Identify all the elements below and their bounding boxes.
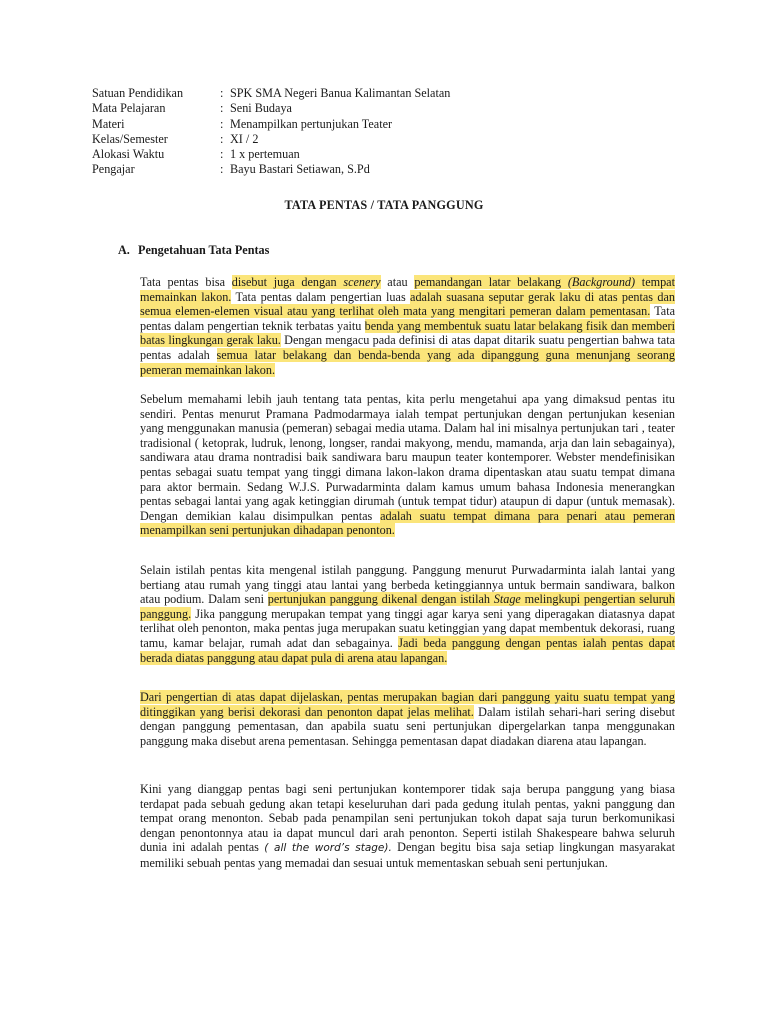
identity-separator: : xyxy=(220,101,224,116)
identity-label: Materi xyxy=(92,116,125,131)
highlighted-text: benda yang membentuk suatu latar belakang fisik dan memberi batas lingkungan gerak laku. xyxy=(140,318,675,348)
highlighted-text: adalah suasana seputar gerak laku di atas pentas dan semua elemen-elemen visual atau yang terlihat oleh mata yang mengitari pemeran dalam pementasan. xyxy=(140,289,676,319)
paragraph-4 xyxy=(140,690,675,748)
paragraph-1 xyxy=(140,275,675,377)
identity-row xyxy=(92,132,450,147)
highlighted-text: Jadi beda panggung dengan pentas ialah pentas dapat berada diatas panggung atau dapat pula di arena atau lapangan. xyxy=(140,635,675,665)
identity-separator: : xyxy=(220,162,224,177)
identity-row xyxy=(92,117,450,132)
text-span: Tata pentas dalam pengertian teknik terbatas yaitu xyxy=(140,304,676,333)
identity-separator: : xyxy=(220,147,224,162)
highlighted-text: adalah suatu tempat dimana para penari atau pemeran menampilkan seni pertunjukan dihadapan penonton. xyxy=(140,508,675,538)
identity-value: Seni Budaya xyxy=(230,101,292,116)
text-span: Kini yang dianggap pentas bagi seni pertunjukan kontemporer tidak saja berupa panggung yang biasa terdapat pada sebuah gedung akan tetapi keseluruhan dari pada gedung itulah pentas, yakni panggung dan tempat orang menonton. Sebab pada penampilan seni pertunjukan tokoh dapat saja turun berkomunikasi dengan penontonnya atau ia dapat muncul dari arah penonton. Seperti istilah Shakespeare bahwa seluruh dunia ini adalah pentas xyxy=(140,782,675,855)
highlighted-text: pemandangan latar belakang xyxy=(414,275,568,289)
text-span: Sebelum memahami lebih jauh tentang tata pentas, kita perlu mengetahui apa yang dimaksud pentas itu sendiri. Pentas menurut Pramana Padmodarmaya ialah tempat pertunjukan dengan pertunjukan kesenian yang menggunakan manusia (pemeran) sebagai media utama. Dalam hal ini misalnya pertunjukan tari , teater tradisional ( ketoprak, ludruk, lenong, longser, randai makyong, mendu, mamanda, arja dan lain sebagainya), sandiwara atau drama nontradisi baik sandiwara baru maupun teater kontemporer. Webster mendefinisikan pentas sebagai suatu tempat yang tinggi dimana lakon-lakon drama dipentaskan atau suatu tempat dimana para aktor bermain. Sedang W.J.S. Purwadarminta dalam kamus umum bahasa Indonesia menerangkan pentas sebagai lantai yang agak ketinggian dirumah (untuk tempat tidur) ataupun di dapur (untuk memasak). Dengan demikian kalau disimpulkan pentas xyxy=(140,392,675,523)
identity-value: SPK SMA Negeri Banua Kalimantan Selatan xyxy=(230,86,451,100)
text-span: Jika panggung merupakan tempat yang tinggi agar karya seni yang diperagakan diatasnya dapat terlihat oleh penonton, maka pentas juga merupakan suatu ketinggian yang dapat membentuk dekorasi, ruang tamu, kamar belajar, rumah adat dan sebagainya. xyxy=(140,606,675,650)
highlighted-italic-text: (Background) xyxy=(567,275,636,289)
highlighted-text: disebut juga dengan xyxy=(231,275,344,289)
section-heading xyxy=(118,243,269,258)
identity-value: XI / 2 xyxy=(230,131,259,146)
document-title: TATA PENTAS / TATA PANGGUNG xyxy=(284,198,484,212)
identity-separator: : xyxy=(220,116,224,131)
identity-label: Satuan Pendidikan xyxy=(92,86,184,100)
text-span: Selain istilah pentas kita mengenal istilah panggung. Panggung menurut Purwadarminta ialah lantai yang bertiang atau rumah yang tinggi atau lantai yang berbeda ketinggiannya untuk bermain sandiwara, balkon atau podium. Dalam seni xyxy=(140,563,675,607)
highlighted-text: melingkupi pengertian seluruh panggung. xyxy=(140,592,675,621)
text-span: Dengan begitu bisa saja setiap lingkungan masyarakat memiliki sebuah pentas yang memadai dan sesuai untuk mementaskan sebuah seni pertunjukan. xyxy=(140,840,675,870)
identity-label: Kelas/Semester xyxy=(92,131,168,146)
identity-row xyxy=(92,101,450,116)
text-span: Tata pentas bisa xyxy=(140,275,232,289)
identity-label: Pengajar xyxy=(92,162,135,177)
quote-text: ( all the word’s stage). xyxy=(264,842,392,855)
text-span: Tata pentas dalam pengertian luas xyxy=(231,289,411,304)
text-span: Dengan mengacu pada definisi di atas dapat ditarik suatu pengertian bahwa tata pentas adalah xyxy=(140,333,675,362)
identity-row xyxy=(92,147,450,162)
identity-row xyxy=(92,162,450,177)
paragraph-5 xyxy=(140,782,675,871)
identity-value: 1 x pertemuan xyxy=(230,147,300,162)
identity-value: Menampilkan pertunjukan Teater xyxy=(230,116,393,131)
identity-value: Bayu Bastari Setiawan, S.Pd xyxy=(230,162,370,177)
highlighted-text: pertunjukan panggung dikenal dengan istilah xyxy=(267,592,494,607)
paragraph-2 xyxy=(140,392,675,538)
highlighted-text: semua latar belakang dan benda-benda yang ada dipanggung guna menunjang seorang pemeran memainkan lakon. xyxy=(140,347,675,377)
highlighted-text: tempat memainkan lakon. xyxy=(140,275,675,304)
identity-label: Mata Pelajaran xyxy=(92,101,166,116)
section-heading-text: Pengetahuan Tata Pentas xyxy=(138,243,270,257)
identity-row xyxy=(92,86,450,101)
identity-table xyxy=(92,86,450,178)
identity-separator: : xyxy=(220,131,224,146)
identity-separator: : xyxy=(220,86,224,100)
highlighted-text: Dari pengertian di atas dapat dijelaskan, pentas merupakan bagian dari panggung yaitu suatu tempat yang ditinggikan yang berisi dekorasi dan penonton dapat jelas melihat. xyxy=(140,690,675,719)
text-span: Dalam istilah sehari-hari sering disebut dengan panggung pementasan, dan apabila suatu seni pertunjukan dipergelarkan tanpa menggunakan panggung maka disebut arena pementasan. Sehingga pementasan dapat diadakan diarena atau lapangan. xyxy=(140,704,676,748)
highlighted-italic-text: scenery xyxy=(343,275,381,289)
identity-label: Alokasi Waktu xyxy=(92,147,165,162)
section-letter: A. xyxy=(118,243,130,257)
highlighted-italic-text: Stage xyxy=(493,592,521,607)
text-span: atau xyxy=(380,275,415,289)
paragraph-3 xyxy=(140,563,675,665)
